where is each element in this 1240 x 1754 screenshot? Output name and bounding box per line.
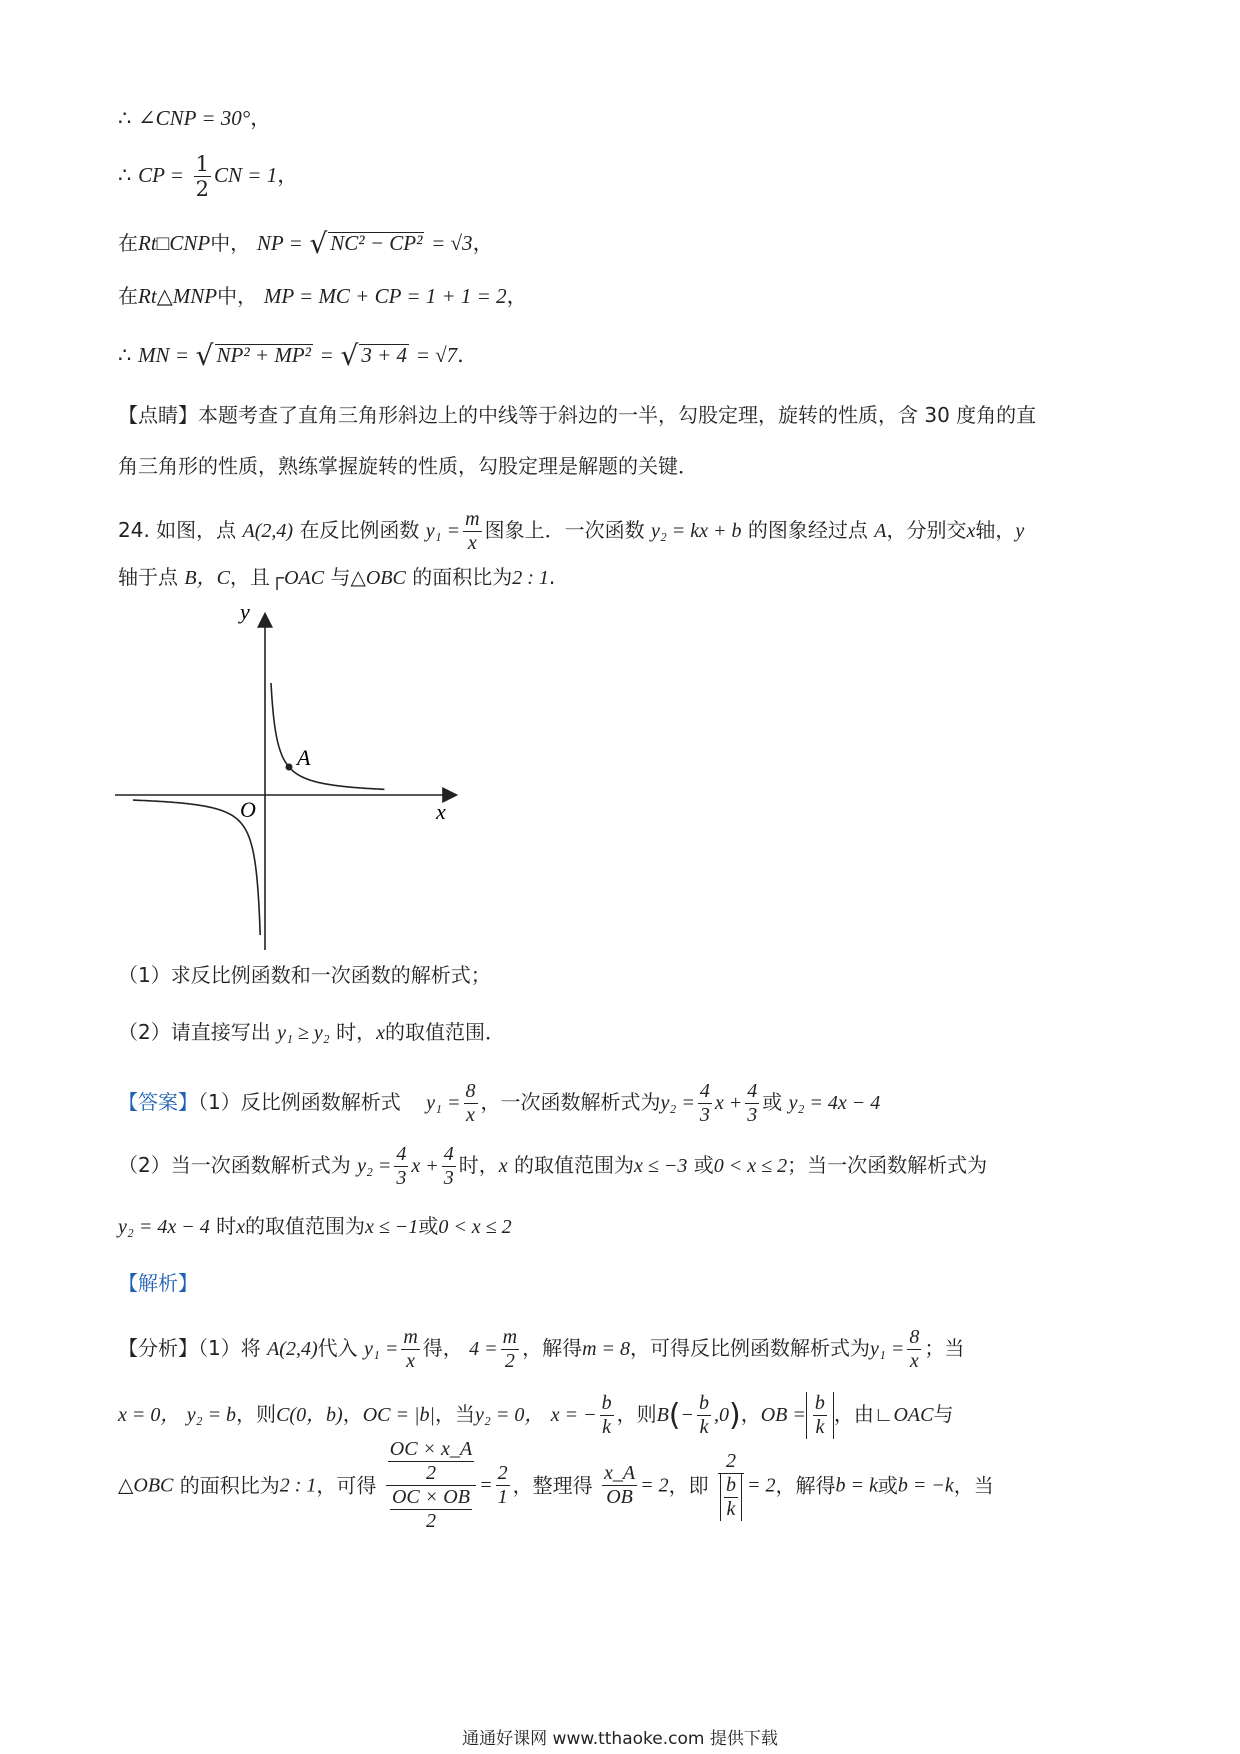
step-np: 在Rt□CNP中， NP = √ NC² − CP² = √3， bbox=[118, 227, 494, 260]
step-cp: ∴ CP = $\frac{1}{2}$ CN = 1， bbox=[118, 152, 299, 202]
dianjing-line-2: 角三角形的性质，熟练掌握旋转的性质，勾股定理是解题的关键． bbox=[118, 454, 698, 478]
hyperbola-branch-positive bbox=[271, 683, 384, 789]
x-axis-label: x bbox=[436, 799, 446, 824]
point-a-dot bbox=[286, 764, 293, 771]
answer-tag: 【答案】 bbox=[118, 1090, 198, 1114]
angle-cnp: ∠CNP = 30° bbox=[138, 106, 251, 130]
compound-fraction: $\frac{\frac{OC \times x\_A}{2}}{\frac{OC \times OB}{2}}$ bbox=[386, 1438, 476, 1533]
hyperbola-graph bbox=[100, 595, 470, 960]
question-part-2: （2）请直接写出 y₁ ≥ y₂ 时，x的取值范围． bbox=[118, 1020, 505, 1044]
answer-line-1: 【答案】（1）反比例函数解析式 y₁ = $\frac{8}{x}$ ，一次函数解析式为y₂ = $\frac{4}{3}$ x + $\frac{4}{3}$ 或 y₂ = 4x − 4 bbox=[118, 1080, 881, 1126]
answer-line-2: （2）当一次函数解析式为 y₂ = $\frac{4}{3}$ x + $\frac{4}{3}$ 时，x 的取值范围为x ≤ −3 或0 < x ≤ 2；当一次函数解析式为 bbox=[118, 1143, 988, 1189]
answer-line-3: y₂ = 4x − 4 时x的取值范围为x ≤ −1或0 < x ≤ 2 bbox=[118, 1214, 512, 1238]
y-axis-label: y bbox=[240, 599, 250, 624]
step-angle-cnp: ∴ ∠CNP = 30°， bbox=[118, 106, 272, 130]
fraction-m-over-x: $\frac{m}{x}$ bbox=[465, 508, 480, 554]
therefore-symbol: ∴ bbox=[118, 106, 132, 130]
fenxi-line-3: △OBC 的面积比为2 : 1，可得 $\frac{\frac{OC \times x\_A}{2}}{\frac{OC \times OB}{2}}$ = $\frac{2}{1}$ ，整理得 $\frac{x\_A}{OB}$ = 2，即 $\frac{2}{\frac{b}{k}}$ = 2，解得b = k或b = −k，当 bbox=[118, 1438, 994, 1532]
fraction-half: $\frac{1}{2}$ bbox=[195, 152, 210, 202]
jiexi-heading: 【解析】 bbox=[118, 1271, 198, 1295]
fenxi-line-2: x = 0， y₂ = b，则C(0，b)，OC = |b|，当y₂ = 0， x = − $\frac{b}{k}$ ，则B(− $\frac{b}{k}$ ,0)，OB = $\frac{b}{k}$ ，由∟OAC与 bbox=[118, 1392, 954, 1438]
step-mp: 在Rt△MNP中， MP = MC + CP = 1 + 1 = 2， bbox=[118, 284, 528, 308]
point-a-label: A bbox=[297, 745, 311, 770]
dianjing-line-1: 【点睛】本题考查了直角三角形斜边上的中线等于斜边的一半，勾股定理，旋转的性质，含 30 度角的直 bbox=[118, 403, 1037, 427]
q24-line-2: 轴于点 B，C，且┌OAC 与△OBC 的面积比为2 : 1. bbox=[118, 565, 556, 589]
fenxi-line-1: 【分析】（1）将 A(2,4)代入 y₁ = $\frac{m}{x}$ 得， 4 = $\frac{m}{2}$ ，解得m = 8，可得反比例函数解析式为y₁ = $\frac{8}{x}$ ；当 bbox=[118, 1326, 965, 1372]
q24-line-1: 24. 如图，点 A(2,4) 在反比例函数 y₁ = $\frac{m}{x}$ 图象上．一次函数 y₂ = kx + b 的图象经过点 A，分别交x轴，y bbox=[118, 508, 1025, 554]
origin-label: O bbox=[240, 797, 256, 822]
footer-watermark: 通通好课网 www.tthaoke.com 提供下载 bbox=[462, 1729, 778, 1749]
question-part-1: （1）求反比例函数和一次函数的解析式； bbox=[118, 963, 491, 987]
step-mn: ∴ MN = √ NP² + MP² = √ 3 + 4 = √7. bbox=[118, 339, 464, 372]
